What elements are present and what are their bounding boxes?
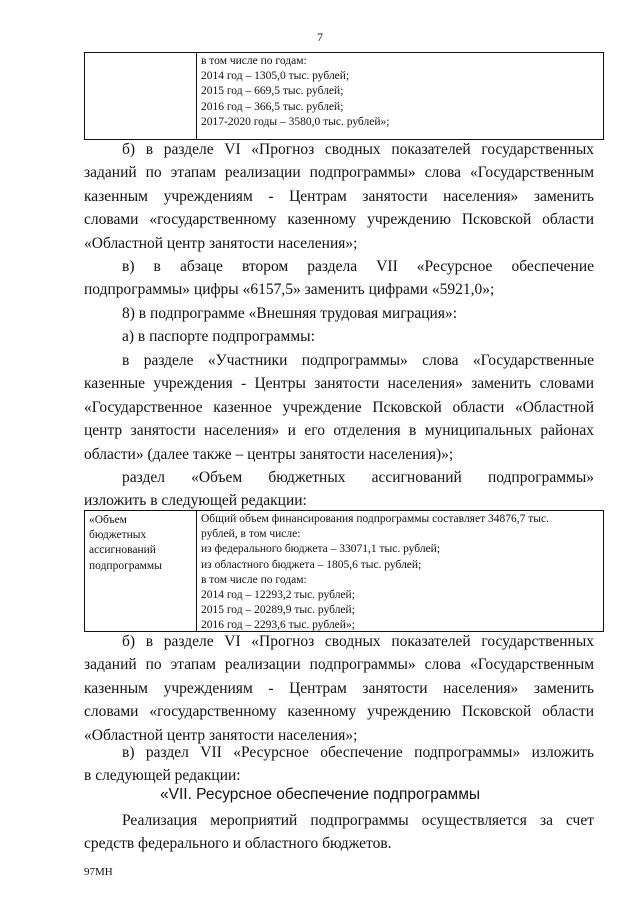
paragraph-b-section-vi (84, 138, 594, 255)
table-value-cell (197, 511, 603, 631)
text-line: б) в разделе VI «Прогноз сводных показателей государственных (122, 633, 594, 650)
text-line: в) раздел VII «Ресурсное обеспечение подпрограммы» изложить (122, 744, 594, 761)
paragraph-v-section-vii (84, 255, 594, 302)
table-value-cell (197, 53, 603, 139)
table-line: из федерального бюджета – 33071,1 тыс. рублей; (201, 543, 441, 556)
text-line: а) в паспорте подпрограммы: (122, 328, 315, 345)
table-line: подпрограммы (89, 559, 162, 572)
table-line: ассигнований (89, 544, 156, 557)
table-line: рублей, в том числе: (201, 528, 301, 541)
text-line: «Государственное казенное учреждение Псковской области «Областной (84, 398, 594, 416)
text-line: в разделе «Участники подпрограммы» слова «Государственные (122, 352, 594, 369)
paragraph-budget-section (84, 466, 594, 513)
table-line: 2017-2020 годы – 3580,0 тыс. рублей»; (201, 115, 390, 128)
table-line: 2015 год – 20289,9 тыс. рублей; (201, 604, 355, 617)
text-line: Реализация мероприятий подпрограммы осуществляется за счет (122, 812, 594, 829)
text-line: изложить в следующей редакции: (84, 492, 307, 510)
text-line: казенным учреждениям - Центрам занятости населения» заменить (84, 187, 594, 205)
table-line: из областного бюджета – 1805,6 тыс. рублей; (201, 558, 422, 571)
table-line: в том числе по годам: (201, 55, 307, 67)
text-line: подпрограммы» цифры «6157,5» заменить цифрами «5921,0»; (84, 281, 495, 299)
text-line: заданий по этапам реализации подпрограммы» слова «Государственным (84, 656, 594, 674)
table-label-cell (85, 511, 197, 631)
text-line: казенным учреждениям - Центрам занятости населения» заменить (84, 679, 594, 697)
text-line: казенные учреждения - Центры занятости населения» заменить словами (84, 375, 594, 393)
budget-table-continued (84, 52, 604, 140)
text-line: б) в разделе VI «Прогноз сводных показателей государственных (122, 141, 594, 158)
text-line: раздел «Объем бюджетных ассигнований подпрограммы» (122, 469, 594, 486)
text-line: в следующей редакции: (84, 767, 241, 785)
table-line: в том числе по годам: (201, 573, 307, 586)
table-line: 2014 год – 12293,2 тыс. рублей; (201, 589, 355, 602)
table-line: 2016 год – 366,5 тыс. рублей; (201, 100, 344, 113)
text-line: «Областной центр занятости населения»; (84, 234, 358, 252)
table-line: «Объем (89, 514, 127, 526)
text-line: в) в абзаце втором раздела VII «Ресурсное обеспечение (122, 258, 594, 275)
text-line: заданий по этапам реализации подпрограммы» слова «Государственным (84, 164, 594, 182)
paragraph-v-section-vii-second (84, 741, 594, 788)
budget-allocation-table (84, 510, 604, 632)
text-line: центр занятости населения» и его отделения в муниципальных районах (84, 422, 594, 440)
section-heading: «VII. Ресурсное обеспечение подпрограммы (160, 786, 480, 803)
text-line: области» (далее также – центры занятости населения)»; (84, 445, 454, 463)
page-number: 7 (317, 30, 323, 44)
text-line: словами «государственному казенному учреждению Псковской области (84, 703, 594, 721)
paragraph-8-subprogram (84, 302, 594, 325)
text-line: словами «государственному казенному учреждению Псковской области (84, 211, 594, 229)
table-line: 2016 год – 2293,6 тыс. рублей»; (201, 619, 355, 632)
table-line: Общий объем финансирования подпрограммы составляет 34876,7 тыс. (201, 513, 549, 525)
table-label-cell (85, 53, 197, 139)
paragraph-participants (84, 349, 594, 466)
paragraph-final (84, 809, 594, 856)
table-line: 2015 год – 669,5 тыс. рублей; (201, 85, 344, 98)
table-line: бюджетных (89, 529, 147, 542)
footer-code: 97МН (84, 866, 113, 878)
paragraph-a-passport (84, 325, 594, 348)
text-line: «Областной центр занятости населения»; (84, 726, 358, 744)
table-line: 2014 год – 1305,0 тыс. рублей; (201, 70, 350, 83)
text-line: 8) в подпрограмме «Внешняя трудовая миграция»: (122, 305, 458, 322)
text-line: средств федерального и областного бюджетов. (84, 835, 392, 853)
paragraph-b-section-vi-second (84, 630, 594, 747)
